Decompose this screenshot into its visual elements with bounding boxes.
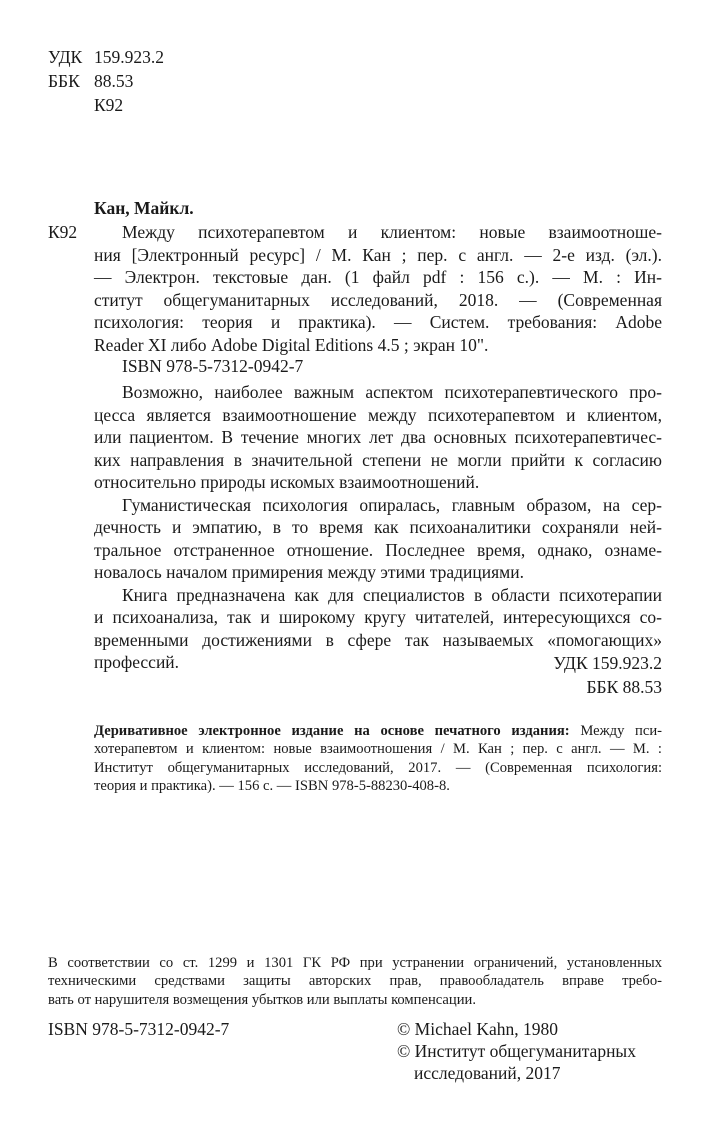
udk-value: 159.923.2 <box>94 47 164 67</box>
legal-line: техническими средствами защиты авторских прав, правообладатель вправе требо- <box>48 973 662 990</box>
derivative-line: хотерапевтом и клиентом: новые взаимоотношения / М. Кан ; пер. с англ. — М. : <box>94 741 662 758</box>
author-heading: Кан, Майкл. <box>94 198 194 218</box>
annotation-line: Возможно, наиболее важным аспектом психотерапевтического про- <box>122 382 662 402</box>
annotation <box>94 381 662 674</box>
derivative-line1-rest: Между пси- <box>580 723 662 739</box>
description-line: Reader XI либо Adobe Digital Editions 4.5 ; экран 10". <box>94 334 489 355</box>
derivative-line: Институт общегуманитарных исследований, 2017. — (Современная психология: <box>94 759 662 776</box>
author-mark: К92 <box>94 95 124 115</box>
udk-label: УДК <box>48 47 83 67</box>
annotation-line: дечность и эмпатию, в то время как психоаналитики сохраняли ней- <box>94 517 662 537</box>
legal-notice <box>48 954 662 1009</box>
annotation-line: временными достижениями в сфере так называемых «помогающих» <box>94 629 662 650</box>
annotation-line: новалось началом примирения между этими традициями. <box>94 562 524 582</box>
copyright-institute-cont: исследований, 2017 <box>414 1063 561 1083</box>
derivative-line: теория и практика). — 156 с. — ISBN 978-5-88230-408-8. <box>94 778 450 795</box>
description-line: психология: теория и практика). — Систем. требования: Adobe <box>94 312 662 332</box>
footer-isbn: ISBN 978-5-7312-0942-7 <box>48 1019 230 1039</box>
bbk-label: ББК <box>48 71 80 91</box>
annotation-line: относительно природы искомых взаимоотношений. <box>94 472 480 492</box>
annotation-line: Книга предназначена как для специалистов в области психотерапии <box>122 584 662 605</box>
annotation-line: профессий. <box>94 652 180 672</box>
derivative-note <box>94 722 662 796</box>
entry-description <box>94 221 662 356</box>
annotation-line: или пациентом. В течение многих лет два основных психотерапевтичес- <box>94 427 662 447</box>
annotation-line: ких направления в значительной степени не могли прийти к согласию <box>94 449 662 470</box>
derivative-lead: Деривативное электронное издание на основе печатного издания: <box>94 723 570 739</box>
description-line: Между психотерапевтом и клиентом: новые взаимоотноше- <box>122 222 662 242</box>
footer-bbk: ББК 88.53 <box>586 677 662 697</box>
annotation-line: Гуманистическая психология опиралась, главным образом, на сер- <box>122 494 662 515</box>
description-line: — Электрон. текстовые дан. (1 файл pdf : 156 с.). — М. : Ин- <box>94 267 662 287</box>
legal-line: В соответствии со ст. 1299 и 1301 ГК РФ при устранении ограничений, установленных <box>48 955 662 971</box>
footer-udk: УДК 159.923.2 <box>553 653 662 673</box>
derivative-line <box>94 722 662 740</box>
bbk-value: 88.53 <box>94 71 134 91</box>
legal-line: вать от нарушителя возмещения убытков или выплаты компенсации. <box>48 991 476 1008</box>
annotation-line: тральное отстраненное отношение. Последнее время, однако, ознаме- <box>94 539 662 560</box>
annotation-line: и психоанализа, так и широкому кругу читателей, интересующихся со- <box>94 607 662 627</box>
annotation-line: цесса является взаимоотношение между психотерапевтом и клиентом, <box>94 404 662 425</box>
copyright-institute: © Институт общегуманитарных <box>397 1041 636 1061</box>
entry-isbn: ISBN 978-5-7312-0942-7 <box>122 356 304 376</box>
entry-mark: К92 <box>48 222 78 242</box>
description-line: ния [Электронный ресурс] / М. Кан ; пер. с англ. — 2-е изд. (эл.). <box>94 244 662 265</box>
description-line: ститут общегуманитарных исследований, 2018. — (Современная <box>94 289 662 310</box>
copyright-author: © Michael Kahn, 1980 <box>397 1019 559 1039</box>
